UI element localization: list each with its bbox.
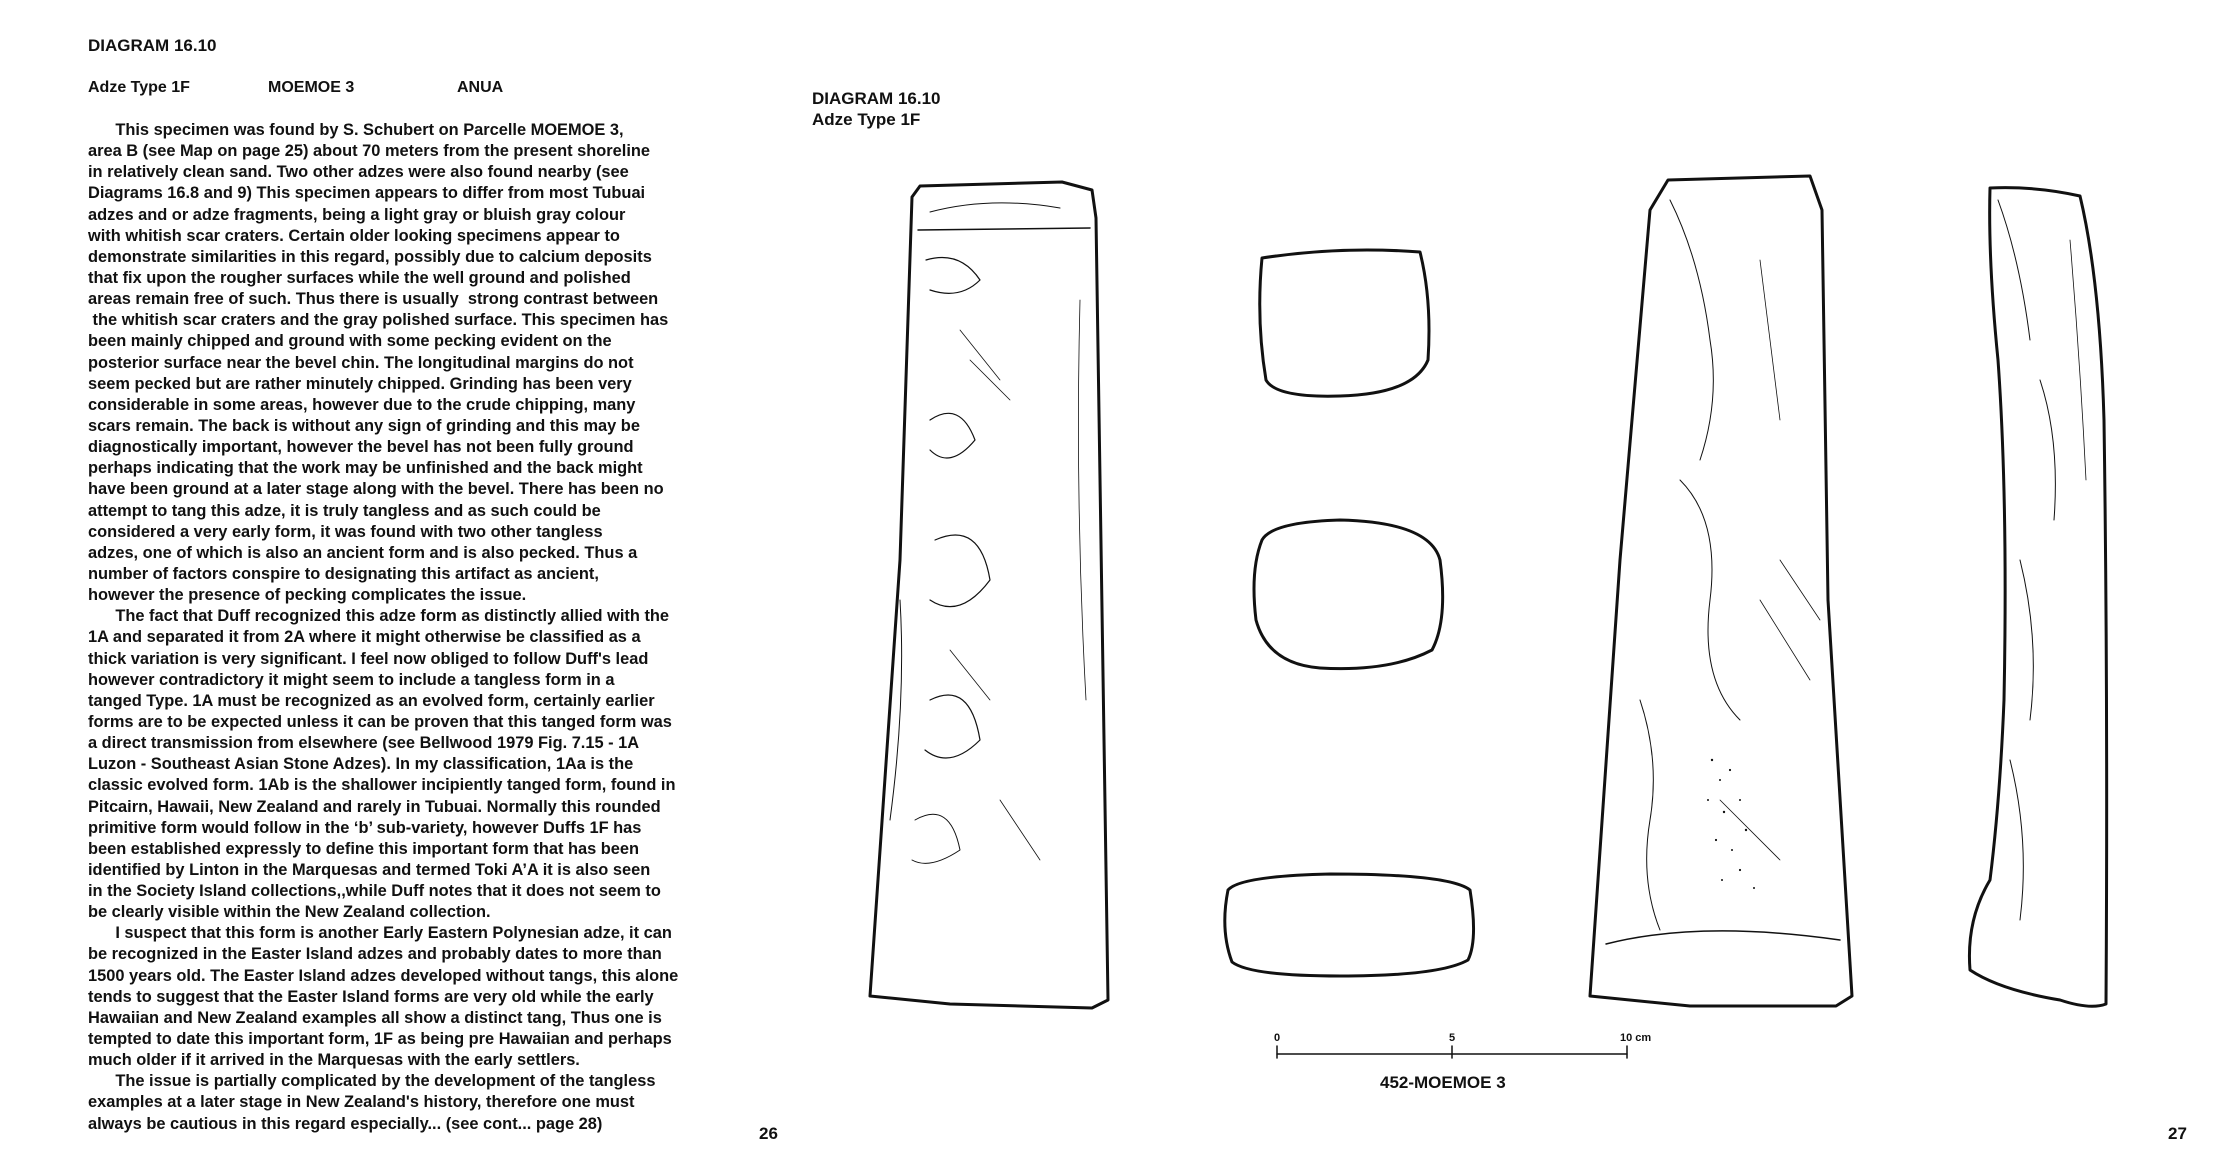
text-line: I suspect that this form is another Early Eastern Polynesian adze, it can: [88, 924, 672, 943]
text-line: seem pecked but are rather minutely chipped. Grinding has been very: [88, 374, 632, 393]
text-line: The issue is partially complicated by the development of the tangless: [88, 1072, 656, 1091]
text-line: examples at a later stage in New Zealand's history, therefore one must: [88, 1093, 635, 1112]
text-line: demonstrate similarities in this regard, possibly due to calcium deposits: [88, 247, 652, 266]
text-line: 1500 years old. The Easter Island adzes developed without tangs, this alone: [88, 966, 679, 985]
text-line: classic evolved form. 1Ab is the shallower incipiently tanged form, found in: [88, 776, 676, 795]
text-line: primitive form would follow in the ‘b’ sub-variety, however Duffs 1F has: [88, 818, 642, 837]
scale-tick-10: 10 cm: [1620, 1032, 1652, 1044]
text-line: however contradictory it might seem to include a tangless form in a: [88, 670, 615, 689]
diagram-subtitle: Adze Type 1F: [812, 110, 921, 129]
text-line: be recognized in the Easter Island adzes and probably dates to more than: [88, 945, 662, 964]
text-line: been mainly chipped and ground with some pecking evident on the: [88, 332, 612, 351]
diagram-title: DIAGRAM 16.10: [812, 89, 941, 108]
text-line: This specimen was found by S. Schubert on Parcelle MOEMOE 3,: [88, 121, 624, 139]
text-line: diagnostically important, however the bevel has not been fully ground: [88, 438, 634, 457]
text-line: in relatively clean sand. Two other adzes were also found nearby (see: [88, 163, 629, 182]
location-label: ANUA: [457, 79, 504, 96]
text-line: areas remain free of such. Thus there is usually strong contrast between: [88, 290, 659, 309]
text-line: that fix upon the rougher surfaces while the well ground and polished: [88, 268, 631, 287]
text-line: perhaps indicating that the work may be unfinished and the back might: [88, 459, 643, 478]
text-line: area B (see Map on page 25) about 70 meters from the present shoreline: [88, 142, 651, 161]
cross-section-top: [1260, 250, 1429, 396]
text-line: be clearly visible within the New Zealand collection.: [88, 903, 491, 922]
page-number-right: 27: [2168, 1124, 2187, 1143]
text-line: have been ground at a later stage along with the bevel. There has been no: [88, 480, 664, 499]
text-line: adzes, one of which is also an ancient form and is also pecked. Thus a: [88, 543, 638, 562]
text-line: The fact that Duff recognized this adze form as distinctly allied with the: [88, 607, 670, 626]
text-line: Hawaiian and New Zealand examples all show a distinct tang, Thus one is: [88, 1008, 662, 1027]
text-line: tanged Type. 1A must be recognized as an evolved form, certainly earlier: [88, 691, 655, 710]
text-line: always be cautious in this regard especially... (see cont... page 28): [88, 1114, 603, 1133]
scale-tick-0: 0: [1274, 1032, 1281, 1044]
diagram-heading-left: DIAGRAM 16.10: [88, 36, 217, 55]
specimen-caption: 452-MOEMOE 3: [1380, 1073, 1506, 1092]
text-line: the whitish scar craters and the gray polished surface. This specimen has: [88, 311, 669, 330]
text-line: Diagrams 16.8 and 9) This specimen appears to differ from most Tubuai: [88, 184, 646, 203]
scale-bar: [1277, 1046, 1627, 1058]
text-line: thick variation is very significant. I feel now obliged to follow Duff's lead: [88, 649, 649, 668]
text-line: been established expressly to define this important form that has been: [88, 839, 640, 858]
text-line: Luzon - Southeast Asian Stone Adzes). In my classification, 1Aa is the: [88, 755, 634, 774]
text-line: 1A and separated it from 2A where it might otherwise be classified as a: [88, 628, 641, 647]
text-line: tempted to date this important form, 1F as being pre Hawaiian and perhaps: [88, 1030, 672, 1049]
text-line: much older if it arrived in the Marquesas with the early settlers.: [88, 1051, 580, 1070]
text-line: tends to suggest that the Easter Island forms are very old while the early: [88, 987, 654, 1006]
text-line: forms are to be expected unless it can be proven that this tanged form was: [88, 712, 672, 731]
site-label: MOEMOE 3: [268, 79, 355, 96]
text-line: Pitcairn, Hawaii, New Zealand and rarely in Tubuai. Normally this rounded: [88, 797, 661, 816]
text-line: adzes and or adze fragments, being a light gray or bluish gray colour: [88, 205, 626, 224]
text-line: attempt to tang this adze, it is truly tangless and as such could be: [88, 501, 601, 520]
adze-back-view: [1590, 176, 1852, 1006]
text-line: a direct transmission from elsewhere (see Bellwood 1979 Fig. 7.15 - 1A: [88, 734, 640, 753]
page-number-left: 26: [759, 1124, 778, 1143]
text-line: identified by Linton in the Marquesas and termed Toki A’A it is also seen: [88, 860, 651, 879]
text-line: considerable in some areas, however due to the crude chipping, many: [88, 395, 636, 414]
text-line: with whitish scar craters. Certain older looking specimens appear to: [88, 226, 620, 245]
adze-type-label: Adze Type 1F: [88, 79, 190, 96]
adze-front-view: [870, 182, 1108, 1008]
cross-section-middle: [1254, 520, 1443, 669]
text-line: considered a very early form, it was found with two other tangless: [88, 522, 603, 541]
text-line: number of factors conspire to designating this artifact as ancient,: [88, 564, 599, 583]
text-line: posterior surface near the bevel chin. The longitudinal margins do not: [88, 353, 634, 372]
scale-tick-5: 5: [1449, 1032, 1456, 1044]
text-line: in the Society Island collections,,while Duff notes that it does not seem to: [88, 882, 661, 901]
adze-side-view: [1969, 188, 2106, 1007]
cross-section-bottom: [1225, 874, 1474, 976]
text-line: however the presence of pecking complicates the issue.: [88, 586, 527, 605]
text-line: scars remain. The back is without any sign of grinding and this may be: [88, 416, 640, 435]
